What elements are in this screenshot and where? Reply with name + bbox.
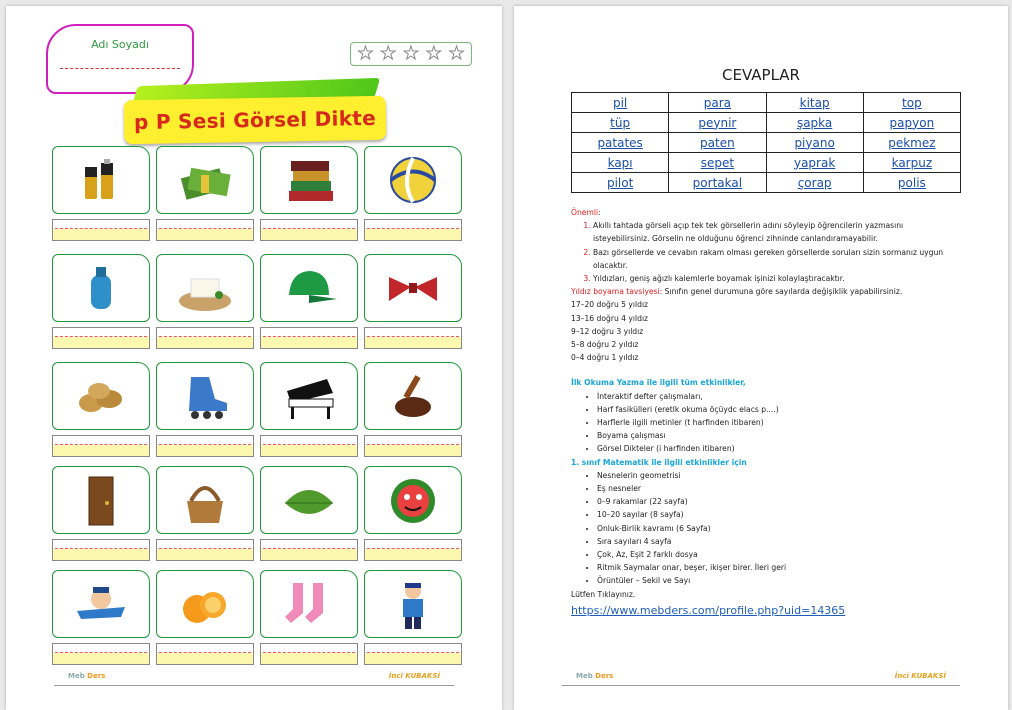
list-item: • Onluk-Birlik kavramı (6 Sayfa) [597, 522, 956, 535]
socks-icon [279, 577, 339, 631]
piano-icon [279, 369, 339, 423]
score-line: 9–12 doğru 3 yıldız [571, 326, 644, 336]
note-item: 2. Bazı görsellerde ve cevabın rakam olması gereken görsellerde soruları sizin sormanız uygun olacaktır. [593, 246, 956, 272]
potato-icon [71, 369, 131, 423]
answer-box[interactable] [260, 219, 358, 241]
books-icon [279, 153, 339, 207]
score-line: 13–16 doğru 4 yıldız [571, 313, 649, 323]
answer-box[interactable] [364, 327, 462, 349]
answer-box[interactable] [260, 327, 358, 349]
section1-list [571, 390, 956, 456]
score-list [571, 298, 956, 364]
answer-cell: tüp [572, 113, 669, 133]
picture-card [52, 570, 150, 638]
table-row [572, 173, 961, 193]
name-label: Adı Soyadı [91, 38, 149, 51]
picture-card [260, 254, 358, 322]
answer-table [571, 92, 961, 193]
list-item: • Nesnelerin geometrisi [597, 469, 956, 482]
list-item: • Örüntüler – Sekil ve Sayı [597, 574, 956, 587]
answers-title: CEVAPLAR [722, 66, 800, 84]
answer-box[interactable] [260, 643, 358, 665]
score-line: 17–20 doğru 5 yıldız [571, 300, 649, 310]
picture-card [260, 362, 358, 430]
volleyball-icon [383, 153, 443, 207]
list-item: • Harflerle ilgili metinler (t harfinden itibaren) [597, 416, 956, 429]
note-heading: Önemli: [571, 208, 601, 217]
answer-box[interactable] [52, 219, 150, 241]
answer-box[interactable] [156, 327, 254, 349]
money-icon [175, 153, 235, 207]
bowtie-icon [383, 261, 443, 315]
battery-icon [71, 153, 131, 207]
answer-box[interactable] [52, 327, 150, 349]
basket-icon [175, 473, 235, 527]
note-item: 3. Yıldızları, geniş ağızlı kalemlerle boyamak işinizi kolaylaştıracaktır. [593, 272, 956, 285]
police-icon [383, 577, 443, 631]
list-item: • Harf fasikülleri (eretlk okuma öçüydc elacs p....) [597, 403, 956, 416]
footer-logo: Meb Ders [576, 672, 614, 680]
star-icon[interactable]: ★ [357, 43, 374, 64]
star-icon[interactable]: ★ [402, 43, 420, 64]
footer-author: İnci KUBAKSİ [388, 672, 440, 680]
leaf-icon [279, 473, 339, 527]
answers-page [514, 6, 1008, 710]
picture-card [52, 362, 150, 430]
honey-icon [383, 369, 443, 423]
answer-box[interactable] [364, 539, 462, 561]
answer-box[interactable] [52, 435, 150, 457]
picture-card [364, 146, 462, 214]
picture-card [364, 570, 462, 638]
answer-cell: sepet [669, 153, 766, 173]
footer-divider [54, 685, 454, 686]
list-item: • Boyama çalışması [597, 429, 956, 442]
cap-icon [279, 261, 339, 315]
answer-box[interactable] [156, 435, 254, 457]
answer-box[interactable] [364, 435, 462, 457]
answer-cell: paten [669, 133, 766, 153]
answer-cell: papyon [863, 113, 960, 133]
list-item: • Eş nesneler [597, 482, 956, 495]
watermelon-icon [383, 473, 443, 527]
answer-cell: yaprak [766, 153, 863, 173]
answer-cell: para [669, 93, 766, 113]
list-item: • İnteraktif defter çalışmaları, [597, 390, 956, 403]
picture-card [364, 362, 462, 430]
answer-box[interactable] [364, 643, 462, 665]
section2-list [571, 469, 956, 588]
picture-card [52, 254, 150, 322]
picture-card [52, 146, 150, 214]
name-line [60, 68, 180, 69]
star-icon[interactable]: ★ [448, 43, 465, 64]
answer-cell: piyano [766, 133, 863, 153]
list-item: • 10–20 sayılar (8 sayfa) [597, 508, 956, 521]
footer-logo: Meb Ders [68, 672, 106, 680]
picture-card [52, 466, 150, 534]
list-item: • Ritmik Saymalar onar, beşer, ikişer birer. İleri geri [597, 561, 956, 574]
answer-cell: top [863, 93, 960, 113]
picture-card [260, 570, 358, 638]
answer-box[interactable] [260, 435, 358, 457]
list-item: • 0–9 rakamlar (22 sayfa) [597, 495, 956, 508]
picture-card [156, 362, 254, 430]
gas-cylinder-icon [71, 261, 131, 315]
list-item: • Görsel Dikteler (i harfinden itibaren) [597, 442, 956, 455]
profile-link[interactable]: https://www.mebders.com/profile.php?uid=14365 [571, 603, 846, 617]
section1-title: İlk Okuma Yazma ile ilgili tüm etkinlikler, [571, 378, 746, 388]
table-row [572, 133, 961, 153]
footer-divider [562, 685, 960, 686]
score-line: 5–8 doğru 2 yıldız [571, 340, 639, 350]
answer-cell: patates [572, 133, 669, 153]
answer-box[interactable] [156, 643, 254, 665]
answer-cell: pekmez [863, 133, 960, 153]
orange-icon [175, 577, 235, 631]
answer-box[interactable] [364, 219, 462, 241]
picture-card [364, 254, 462, 322]
answer-cell: kapı [572, 153, 669, 173]
star-icon[interactable]: ★ [380, 43, 397, 64]
picture-card [364, 466, 462, 534]
footer-author: İnci KUBAKSİ [894, 672, 946, 680]
answer-cell: portakal [669, 173, 766, 193]
thanks-text: Lütfen Tıklayınız. [571, 589, 636, 599]
table-row [572, 113, 961, 133]
title-banner [124, 96, 387, 145]
answer-cell: kitap [766, 93, 863, 113]
answer-cell: şapka [766, 113, 863, 133]
rollerskate-icon [175, 369, 235, 423]
answer-cell: çorap [766, 173, 863, 193]
notes-list [571, 219, 956, 285]
notes-section [571, 206, 956, 619]
name-box [46, 24, 194, 94]
pilot-icon [71, 577, 131, 631]
star-tip: Yıldız boyama tavsiyesi: Sınıfın genel durumuna göre sayılarda değişiklik yapabilirsiniz. [571, 287, 903, 297]
picture-card [156, 570, 254, 638]
cheese-icon [175, 261, 235, 315]
answer-box[interactable] [52, 539, 150, 561]
door-icon [71, 473, 131, 527]
worksheet-title: p P Sesi Görsel Dikte [133, 105, 377, 135]
answer-box[interactable] [260, 539, 358, 561]
answer-cell: pilot [572, 173, 669, 193]
answer-cell: polis [863, 173, 960, 193]
table-row [572, 93, 961, 113]
picture-card [156, 254, 254, 322]
picture-card [156, 466, 254, 534]
section2-title: 1. sınıf Matematik ile ilgili etkinlikler için [571, 457, 747, 467]
picture-card [260, 146, 358, 214]
answer-box[interactable] [52, 643, 150, 665]
score-line: 0–4 doğru 1 yıldız [571, 353, 639, 363]
worksheet-page [6, 6, 502, 710]
star-icon[interactable]: ★ [425, 43, 442, 64]
answer-box[interactable] [156, 539, 254, 561]
star-rating[interactable] [350, 42, 472, 66]
answer-cell: peynir [669, 113, 766, 133]
answer-cell: karpuz [863, 153, 960, 173]
note-item: 1. Akıllı tahtada görseli açıp tek tek görsellerin adını söyleyip öğrencilerin yazmasını isteyebilirsiniz. Görselin ne olduğunu öğrenci zihninde canlandıramayabilir. [593, 219, 956, 245]
picture-card [156, 146, 254, 214]
answer-cell: pil [572, 93, 669, 113]
list-item: • Sıra sayıları 4 sayfa [597, 535, 956, 548]
list-item: • Çok, Az, Eşit 2 farklı dosya [597, 548, 956, 561]
picture-card [260, 466, 358, 534]
table-row [572, 153, 961, 173]
answer-box[interactable] [156, 219, 254, 241]
